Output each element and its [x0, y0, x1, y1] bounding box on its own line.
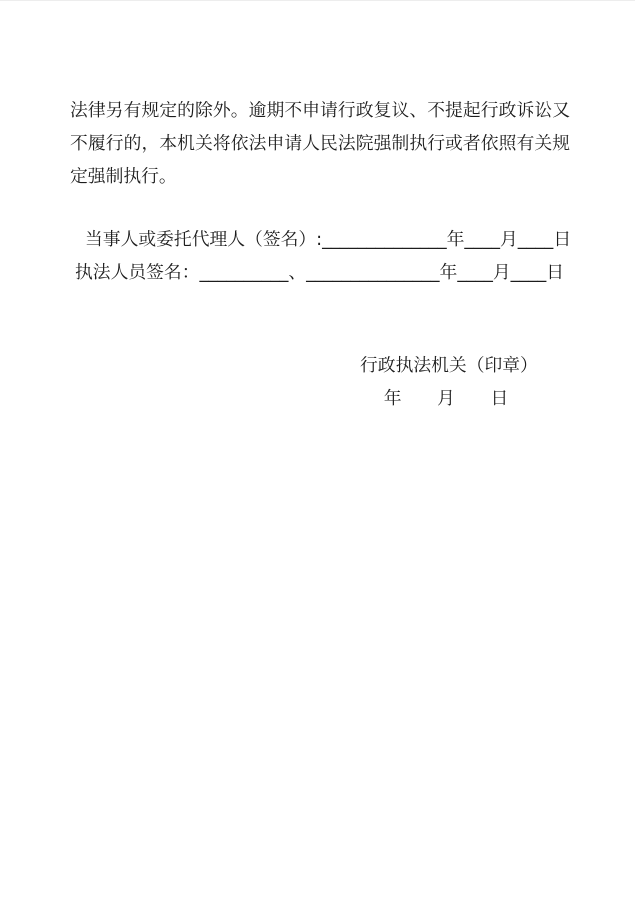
agency-stamp-block [360, 349, 538, 415]
officer-signature-date-blank: ____年____月____日 [403, 262, 565, 283]
stamp-date-line: 年 月 日 [383, 388, 509, 409]
agency-stamp-line: 行政执法机关（印章） [360, 355, 538, 376]
officer-signature-line [75, 256, 565, 289]
paragraph-line: 法律另有规定的除外。逾期不申请行政复议、不提起行政诉讼又 [70, 100, 570, 121]
paragraph-line: 不履行的，本机关将依法申请人民法院强制执行或者依照有关规 [70, 133, 570, 154]
party-signature-date-blank: ____年____月____日 [411, 229, 572, 250]
officer-signature-label: 执法人员签名：__________、___________ [75, 262, 404, 283]
party-signature-label: 当事人或委托代理人（签名）:__________ [85, 229, 412, 250]
party-signature-line [85, 223, 572, 256]
body-paragraph [70, 94, 570, 193]
paragraph-line: 定强制执行。 [70, 166, 177, 187]
